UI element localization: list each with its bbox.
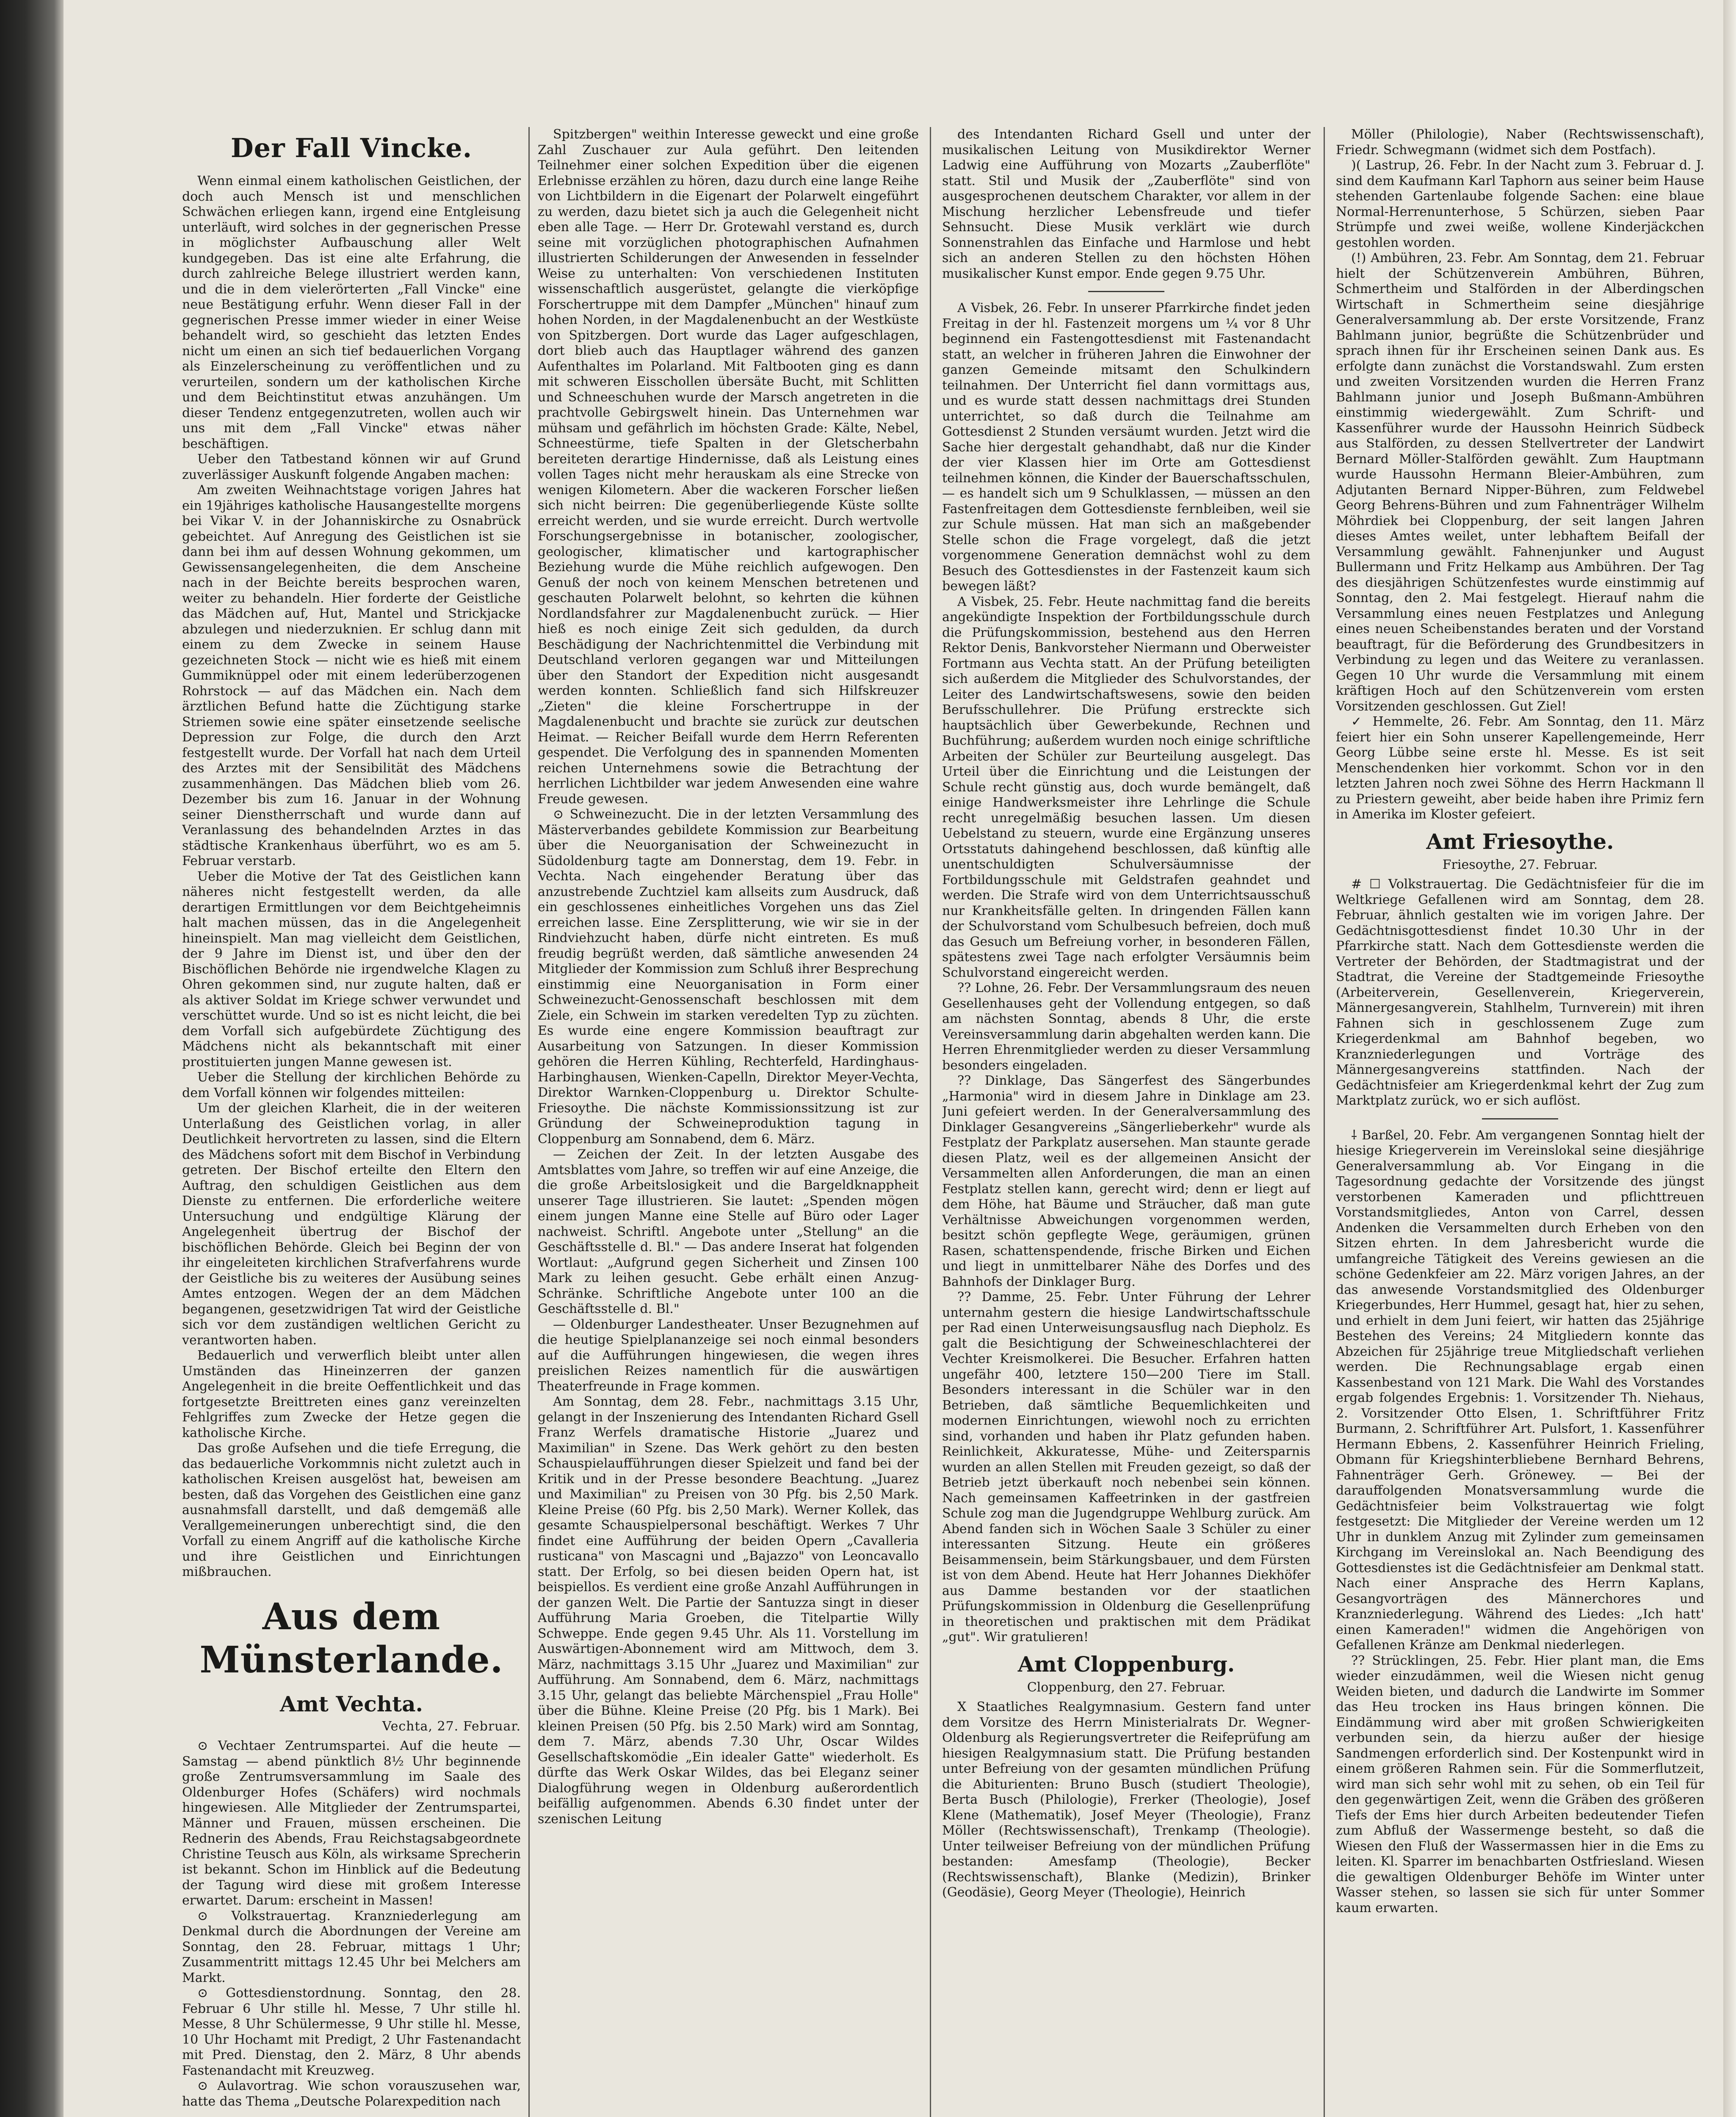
article-paragraph: Um der gleichen Klarheit, die in der weiteren Unterlaßung des Geistlichen vorlag, in aller Deutlichkeit hervortreten zu lassen, sind die Eltern des Mädchens sofort mit dem Bischof in Verbindung getreten. Der Bischof erteilte den Eltern den Auftrag, den schuldigen Geistlichen aus dem Dienste zu entfernen. Die erforderliche weitere Untersuchung und endgültige Klärung der Angelegenheit übertrug der Bischof der bischöflichen Behörde. Gleich bei Beginn der von ihr eingeleiteten kirchlichen Strafverfahrens wurde der Geistliche bis zu weiteres der Ausübung seines Amtes entzogen. Wegen der an dem Mädchen begangenen, gesetzwidrigen Tat wird der Geistliche sich vor dem zuständigen weltlichen Gericht zu verantworten haben. <box>182 1101 521 1348</box>
dateline: Cloppenburg, den 27. Februar. <box>1027 1680 1226 1695</box>
news-item: ?? Lohne, 26. Febr. Der Versammlungsraum des neuen Gesellenhauses geht der Vollendung entgegen, so daß am nächsten Sonntag, abends 8 Uhr, die erste Vereinsversammlung darin abgehalten werden kann. Die Herren Ehrenmitglieder werden zu dieser Versammlung besonders eingeladen. <box>942 981 1310 1073</box>
item-separator <box>1088 291 1164 292</box>
article-paragraph: Das große Aufsehen und die tiefe Erregung, die das bedauerliche Vorkommnis nicht zuletzt auch in katholischen Kreisen ausgelöst hat, beweisen am besten, daß das Vorgehen des Geistlichen eine ganz ausnahmsfall darstellt, und daß demgemäß alle Verallgemeinerungen unberechtigt sind, die den Vorfall zu einem Angriff auf die katholische Kirche und ihre Geistlichen und Einrichtungen mißbrauchen. <box>182 1441 521 1579</box>
news-item: ⊙ Schweinezucht. Die in der letzten Versammlung des Mästerverbandes gebildete Kommission zur Bearbeitung über die Neuorganisation der Schweinezucht in Südoldenburg tagte am Donnerstag, dem 19. Febr. in Vechta. Nach eingehender Beratung über das anzustrebende Zuchtziel kam allseits zum Ausdruck, daß ein geschlossenes einheitliches Vorgehen uns das Ziel erreichen lasse. Eine Zersplitterung, wie wir sie in der Rindviehzucht haben, dürfe nicht eintreten. Es muß freudig begrüßt werden, daß sämtliche anwesenden 24 Mitglieder der Kommission zum Schluß ihrer Besprechung einstimmig eine Neuorganisation in Form einer Schweinezucht-Genossenschaft beschlossen mit dem Ziele, ein Schwein im starken veredelten Typ zu züchten. Es wurde eine engere Kommission beauftragt zur Ausarbeitung von Satzungen. In dieser Kommission gehören die Herren Kühling, Rechterfeld, Hardinghaus-Harbinghausen, Wienken-Capelln, Direktor Meyer-Vechta, Direktor Warnken-Cloppenburg u. Direktor Schulte-Friesoythe. Die nächste Kommissionssitzung ist zur Gründung der Schweineproduktion tagung in Cloppenburg am Sonnabend, dem 6. März. <box>538 807 919 1147</box>
news-item: ⊙ Vechtaer Zentrumspartei. Auf die heute — Samstag — abend pünktlich 8½ Uhr beginnende große Zentrumsversammlung im Saale des Oldenburger Hofes (Schäfers) wird nochmals hingewiesen. Alle Mitglieder der Zentrumspartei, Männer und Frauen, müssen erscheinen. Die Rednerin des Abends, Frau Reichstagsabgeordnete Christine Teusch aus Köln, als wirksame Sprecherin ist bekannt. Schon im Hinblick auf die Bedeutung der Tagung wird diese mit großem Interesse erwartet. Darum: erscheint in Massen! <box>182 1738 521 1908</box>
column-rule <box>528 127 530 2117</box>
article-headline: Der Fall Vincke. <box>230 133 473 163</box>
news-item: ⊙ Volkstrauertag. Kranzniederlegung am Denkmal durch die Abordnungen der Vereine am Sonntag, den 28. Februar, mittags 1 Uhr; Zusammentritt mittags 12.45 Uhr bei Melchers am Markt. <box>182 1908 521 1985</box>
news-item: # ☐ Volkstrauertag. Die Gedächtnisfeier für die im Weltkriege Gefallenen wird am Sonntag, dem 28. Februar, ähnlich gestalten wie im vorigen Jahre. Der Gedächtnisgottesdienst findet 10.30 Uhr in der Pfarrkirche statt. Nach dem Gottesdienste werden die Vertreter der Behörden, der Stadtmagistrat und der Stadtrat, die Vereine der Stadtgemeinde Friesoythe (Arbeiterverein, Gesellenverein, Kriegerverein, Männergesangverein, Stahlhelm, Turnverein) mit ihren Fahnen sich in geschlossenem Zuge zum Kriegerdenkmal am Bahnhof begeben, wo Kranzniederlegungen und Vorträge des Männergesangvereins stattfinden. Nach der Gedächtnisfeier am Kriegerdenkmal kehrt der Zug zum Marktplatz zurück, wo er sich auflöst. <box>1336 877 1704 1108</box>
news-item: Spitzbergen" weithin Interesse geweckt und eine große Zahl Zuschauer zur Aula geführt. Den leitenden Teilnehmer einer solchen Expedition über die eigenen Erlebnisse erzählen zu hören, dazu durch eine lange Reihe von Lichtbildern in die Eigenart der Polarwelt eingeführt zu werden, dazu bietet sich ja auch die Gelegenheit nicht eben alle Tage. — Herr Dr. Grotewahl verstand es, durch seine mit vorzüglichen photographischen Aufnahmen illustrierten Schilderungen der Anwesenden in fesselnder Weise zu unterhalten: Von verschiedenen Instituten wissenschaftlich ausgerüstet, gelangte die vierköpfige Forschertruppe mit dem Dampfer „München" hinauf zum hohen Norden, in der Magdalenenbucht an der Westküste von Spitzbergen. Dort wurde das Lager aufgeschlagen, dort blieb auch das Hauptlager während des ganzen Aufenthaltes im Polarland. Mit Faltbooten ging es dann mit schweren Eisschollen übersäte Bucht, mit Schlitten und Schneeschuhen wurde der Marsch angetreten in die prachtvolle Gebirgswelt hinein. Das Unternehmen war mühsam und gefährlich im höchsten Grade: Kälte, Nebel, Schneestürme, tiefe Spalten in der Gletscherbahn bereiteten derartige Hindernisse, daß als Leistung eines vollen Tages nicht mehr herauskam als eine Strecke von wenigen Kilometern. Aber die wackeren Forscher ließen sich nicht beirren: Die gegenüberliegende Küste sollte erreicht werden, und sie wurde erreicht. Durch wertvolle Forschungsergebnisse in botanischer, zoologischer, geologischer, klimatischer und kartographischer Beziehung wurde die Mühe reichlich aufgewogen. Den Genuß der noch von keinem Menschen betretenen und geschauten Polarwelt belohnt, so kehrten die kühnen Nordlandsfahrer zur Magdalenenbucht zurück. — Hier hieß es noch einige Zeit sich gedulden, da durch Beschädigung der Nachrichtenmittel die Verbindung mit Deutschland verloren gegangen war und Mitteilungen über den Standort der Expedition nicht ausgesandt werden konnten. Schließlich fand sich Hilfskreuzer „Zieten" die kleine Forschertruppe in der Magdalenenbucht und brachte sie zurück zur deutschen Heimat. — Reicher Beifall wurde dem Herrn Referenten gespendet. Die Verfolgung des in spannenden Momenten reichen Unternehmens sowie die Betrachtung der herrlichen Lichtbilder war jedem Anwesenden eine wahre Freude gewesen. <box>538 127 919 807</box>
news-item: Am Sonntag, dem 28. Febr., nachmittags 3.15 Uhr, gelangt in der Inszenierung des Intendanten Richard Gsell Franz Werfels dramatische Historie „Juarez und Maximilian" in Szene. Das Werk gehört zu den besten Schauspielaufführungen dieser Spielzeit und fand bei der Kritik und in der Presse besondere Beachtung. „Juarez und Maximilian" zu Preisen von 30 Pfg. bis 2,50 Mark. Kleine Preise (60 Pfg. bis 2,50 Mark). Werner Kollek, das gesamte Schauspielpersonal beschäftigt. Werkes 7 Uhr findet eine Aufführung der beiden Opern „Cavalleria rusticana" von Mascagni und „Bajazzo" von Leoncavallo statt. Der Erfolg, so bei diesen beiden Opern hat, ist beispiellos. Es verdient eine große Anzahl Aufführungen in der ganzen Welt. Die Partie der Santuzza singt in dieser Aufführung Maria Groeben, die Titelpartie Willy Schweppe. Ende gegen 9.45 Uhr. Als 11. Vorstellung im Auswärtigen-Abonnement wird am Mittwoch, dem 3. März, nachmittags 3.15 Uhr „Juarez und Maximilian" zur Aufführung. Am Sonnabend, dem 6. März, nachmittags 3.15 Uhr, gelangt das beliebte Märchenspiel „Frau Holle" über die Bühne. Kleine Preise (20 Pfg. bis 1 Mark). Bei kleinen Preisen (50 Pfg. bis 2.50 Mark) wird am Sonntag, dem 7. März, abends 7.30 Uhr, Oscar Wildes Gesellschaftskomödie „Ein idealer Gatte" wiederholt. Es dürfte das Werk Oskar Wildes, das bei Eleganz seiner Dialogführung wegen in Oldenburg außerordentlich beifällig aufgenommen. Abends 6.30 findet unter der szenischen Leitung <box>538 1394 919 1827</box>
article-paragraph: Ueber den Tatbestand können wir auf Grund zuverlässiger Auskunft folgende Angaben machen: <box>182 452 521 482</box>
item-separator <box>1482 1118 1558 1119</box>
news-item: ⊙ Gottesdienstordnung. Sonntag, den 28. Februar 6 Uhr stille hl. Messe, 7 Uhr stille hl. Messe, 8 Uhr Schülermesse, 9 Uhr stille hl. Messe, 10 Uhr Hochamt mit Predigt, 2 Uhr Fastenandacht mit Pred. Dienstag, den 2. März, 8 Uhr abends Fastenandacht mit Kreuzweg. <box>182 1986 521 2078</box>
district-heading: Amt Friesoythe. <box>1426 829 1614 854</box>
news-item: ⸸ Barßel, 20. Febr. Am vergangenen Sonntag hielt der hiesige Kriegerverein im Vereinslokal seine diesjährige Generalversammlung ab. Vor Eingang in die Tagesordnung gedachte der Vorsitzende des jüngst verstorbenen Kameraden und pflichttreuen Vorstandsmitgliedes, Anton von Carrel, dessen Andenken die Versammelten durch Erheben von den Sitzen ehrten. In dem Jahresbericht wurde die umfangreiche Tätigkeit des Vereins gewiesen an die schöne Gedenkfeier am 22. März vorigen Jahres, an der das anwesende Vorstandsmitglied des Oldenburger Kriegerbundes, Herr Hummel, gesagt hat, hier zu sehen, und erhielt in dem Juni feiert, wir hatten das 25jährige Bestehen des Vereins; 24 Mitgliedern konnte das Abzeichen für 25jährige treue Mitgliedschaft verliehen werden. Die Rechnungsablage ergab einen Kassenbestand von 121 Mark. Die Wahl des Vorstandes ergab folgendes Ergebnis: 1. Vorsitzender Th. Niehaus, 2. Vorsitzender Otto Elsen, 1. Schriftführer Fritz Burmann, 2. Schriftführer Art. Pulsfort, 1. Kassenführer Hermann Ebbens, 2. Kassenführer Heinrich Frieling, Obmann für Kriegshinterbliebene Bernhard Behrens, Fahnenträger Gerh. Grönewey. — Bei der darauffolgenden Monatsversammlung wurde die Gedächtnisfeier beim Volkstrauertag wie folgt festgesetzt: Die Mitglieder der Vereine werden um 12 Uhr in dunklem Anzug mit Zylinder zum gemeinsamen Kirchgang im Vereinslokal an. Nach Beendigung des Gottesdienstes ist die Gedächtnisfeier am Denkmal statt. Nach einer Ansprache des Herrn Kaplans, Gesangvorträgen des Männerchores und Kranzniederlegung. Während des Liedes: „Ich hatt' einen Kameraden!" widmen die Angehörigen von Gefallenen Kränze am Denkmal niederlegen. <box>1336 1128 1704 1653</box>
article-paragraph: Bedauerlich und verwerflich bleibt unter allen Umständen das Hineinzerren der ganzen Angelegenheit in die breite Oeffentlichkeit und das fortgesetzte Breittreten eines ganz vereinzelten Fehlgriffes zum Zwecke der Hetze gegen die katholische Kirche. <box>182 1348 521 1440</box>
news-item: Möller (Philologie), Naber (Rechtswissenschaft), Friedr. Schwegmann (widmet sich dem Postfach). <box>1336 127 1704 158</box>
column-4 <box>1336 127 1704 2117</box>
scan-right-border <box>1723 0 1736 2117</box>
news-item: ⊙ Aulavortrag. Wie schon vorauszusehen war, hatte das Thema „Deutsche Polarexpedition nach <box>182 2078 521 2109</box>
news-item: )( Lastrup, 26. Febr. In der Nacht zum 3. Februar d. J. sind dem Kaufmann Karl Taphorn aus seiner beim Hause stehenden Gartenlaube folgende Sachen: eine blaue Normal-Herrenunterhose, 5 Schürzen, sieben Paar Strümpfe und zwei weiße, wollene Kinderjäckchen gestohlen worden. <box>1336 158 1704 250</box>
article-paragraph: Ueber die Stellung der kirchlichen Behörde zu dem Vorfall können wir folgendes mitteilen: <box>182 1070 521 1100</box>
news-item: (!) Ambühren, 23. Febr. Am Sonntag, dem 21. Februar hielt der Schützenverein Ambühren, Bühren, Schmertheim und Stalförden in der Alberdingschen Wirtschaft in Schmertheim seine diesjährige Generalversammlung ab. Der erste Vorsitzende, Franz Bahlmann junior, begrüßte die Schützenbrüder und sprach ihnen für ihr Erscheinen seinen Dank aus. Es erfolgte dann zunächst die Vorstandswahl. Zum ersten und zweiten Vorsitzenden wurden die Herren Franz Bahlmann junior und Joseph Bußmann-Ambühren einstimmig wiedergewählt. Zum Schrift- und Kassenführer wurde der Haussohn Heinrich Südbeck aus Stalförden, zu dessen Stellvertreter der Landwirt Bernard Möller-Stalförden gewählt. Zum Hauptmann wurde Haussohn Hermann Bleier-Ambühren, zum Adjutanten Bernard Nipper-Bühren, zum Feldwebel Georg Behrens-Bühren und zum Fahnenträger Wilhelm Möhrdiek bei Cloppenburg, der seit langen Jahren dieses Amtes weilet, unter lebhaftem Beifall der Versammlung gewählt. Fahnenjunker und August Bullermann und Fritz Helkamp aus Ambühren. Der Tag des diesjährigen Schützenfestes wurde einstimmig auf Sonntag, den 2. Mai festgelegt. Hierauf nahm die Versammlung eines neuen Festplatzes und Anlegung eines neuen Scheibenstandes beraten und der Vorstand beauftragt, für die Beförderung des Grundbesitzers in Verbindung zu legen und das Weitere zu veranlassen. Gegen 10 Uhr wurde die Versammlung mit einem kräftigen Hoch auf den Schützenverein vom ersten Vorsitzenden geschlossen. Gut Ziel! <box>1336 251 1704 714</box>
scan-left-border <box>0 0 64 2117</box>
column-rule <box>930 127 931 2117</box>
news-item: — Oldenburger Landestheater. Unser Bezugnehmen auf die heutige Spielplananzeige sei noch einmal besonders auf die Aufführungen hingewiesen, die wegen ihres preislichen Reizes namentlich für die auswärtigen Theaterfreunde in Frage kommen. <box>538 1317 919 1394</box>
news-item: ?? Strücklingen, 25. Febr. Hier plant man, die Ems wieder einzudämmen, weil die Wiesen nicht genug Weiden bieten, und dadurch die Landwirte im Sommer das Heu trocken ins Haus bringen können. Die Eindämmung wird aber mit großen Schwierigkeiten verbunden sein, da hierzu außer der hiesige Sandmengen erforderlich sind. Der Kostenpunkt wird in einem größeren Rahmen sein. Für die Sommerflutzeit, wird man sich sehr wohl mit zu sehen, ob ein Teil für den gegenwärtigen Zeit, wenn die Gräben des größeren Tiefs der Ems hier durch Arbeiten bedeutender Tiefen zum Abfluß der Wassermenge besteht, so daß die Wiesen den Fluß der Wassermassen hier in die Ems zu leiten. Kl. Sparrer im benachbarten Ostfriesland. Wiesen die gewaltigen Oldenburger Behöfe im Winter unter Wasser stehen, so lassen sie sich für unter Sommer kaum erwarten. <box>1336 1653 1704 1915</box>
news-item: A Visbek, 25. Febr. Heute nachmittag fand die bereits angekündigte Inspektion der Fortbildungsschule durch die Prüfungskommission, bestehend aus den Herren Rektor Denis, Bankvorsteher Niermann und Oberweister Fortmann aus Vechta statt. An der Prüfung beteiligten sich außerdem die Mitglieder des Schulvorstandes, der Leiter des Landwirtschaftswesens, sowie den beiden Berufsschullehrer. Die Prüfung erstreckte sich hauptsächlich über Gewerbekunde, Rechnen und Buchführung; außerdem wurden noch einige schriftliche Arbeiten der Schüler zur Beurteilung ausgelegt. Das Urteil über die Einrichtung und die Leistungen der Schule recht günstig aus, doch wurde bemängelt, daß einige Handwerksmeister ihre Lehrlinge die Schule recht unregelmäßig besuchen lassen. Um diesen Uebelstand zu steuern, wurde eine Ergänzung unseres Ortsstatuts dahingehend beschlossen, daß künftig alle unentschuldigten Schulversäumnisse der Fortbildungsschule mit Geldstrafen geahndet und werden. Die Strafe wird von dem Unterrichtsausschuß nur Krankheitsfälle gelten. In dringenden Fällen kann der Schulvorstand vom Schulbesuch befreien, doch muß das Gesuch um Befreiung vorher, in besonderen Fällen, spätestens zwei Tage nach erfolgter Versäumnis beim Schulvorstand eingereicht werden. <box>942 594 1310 980</box>
column-2 <box>538 127 919 2117</box>
news-item: X Staatliches Realgymnasium. Gestern fand unter dem Vorsitze des Herrn Ministerialrats Dr. Wegner-Oldenburg als Regierungsvertreter die Reifeprüfung am hiesigen Realgymnasium statt. Die Prüfung bestanden unter Befreiung von der gesamten mündlichen Prüfung die Abiturienten: Bruno Busch (studiert Theologie), Berta Busch (Philologie), Frerker (Theologie), Josef Klene (Mathematik), Josef Meyer (Theologie), Franz Möller (Rechtswissenschaft), Trenkamp (Theologie). Unter teilweiser Befreiung von der mündlichen Prüfung bestanden: Amesfamp (Theologie), Becker (Rechtswissenschaft), Blanke (Medizin), Brinker (Geodäsie), Georg Meyer (Theologie), Heinrich <box>942 1700 1310 1900</box>
article-paragraph: Wenn einmal einem katholischen Geistlichen, der doch auch Mensch ist und menschlichen Schwächen erliegen kann, irgend eine Entgleisung unterläuft, wird solches in der gegnerischen Presse in möglichster Aufbauschung aller Welt kundgegeben. Das ist eine alte Erfahrung, die durch zahlreiche Belege illustriert werden kann, und die in dem vielerörterten „Fall Vincke" eine neue Bestätigung erfuhr. Wenn dieser Fall in der gegnerischen Presse immer wieder in einer Weise behandelt wird, so geschieht das letzten Endes nicht um einen an sich tief bedauerlichen Vorgang als Einzelerscheinung zu veröffentlichen und zu verurteilen, sondern um der katholischen Kirche und dem Beichtinstitut etwas anzuhängen. Um dieser Tendenz entgegenzutreten, wollen auch wir uns mit dem „Fall Vincke" etwas näher beschäftigen. <box>182 174 521 451</box>
column-rule <box>1324 127 1325 2117</box>
news-item: ?? Damme, 25. Febr. Unter Führung der Lehrer unternahm gestern die hiesige Landwirtschaftsschule per Rad einen Unterweisungsausflug nach Diepholz. Es galt die Besichtigung der Schweineschlachterei der Vechter Kreismolkerei. Die Besucher. Erfahren hatten ungefähr 400, letztere 150—200 Tiere im Stall. Besonders interessant in die Schüler war in den Betrieben, daß sämtliche Bequemlichkeiten und modernen Einrichtungen, wiewohl noch zu errichten sind, vorhanden und haben ihr Platz gefunden haben. Reinlichkeit, Akkuratesse, Mühe- und Zeitersparnis wurden an allen Stellen mit Freuden gezeigt, so daß der Betrieb jetzt überkauft noch nebenbei sein können. Nach gemeinsamen Kaffeetrinken in der gastfreien Schule zog man die Jugendgruppe Wehlburg zurück. Am Abend fanden sich in Wöchen Saale 3 Schüler zu einer interessanten Sitzung. Heute ein größeres Beisammensein, beim Stärkungsbauer, und dem Fürsten ist von dem Abend. Heute hat Herr Johannes Diekhöfer aus Damme bestanden vor der staatlichen Prüfungskommission in Oldenburg die Gesellenprüfung in theoretischen und praktischen mit dem Prädikat „gut". Wir gratulieren! <box>942 1290 1310 1644</box>
dateline: Friesoythe, 27. Februar. <box>1442 857 1598 872</box>
column-1 <box>182 127 521 2117</box>
article-paragraph: Am zweiten Weihnachtstage vorigen Jahres hat ein 19jähriges katholische Hausangestellte morgens bei Vikar V. in der Johanniskirche zu Osnabrück gebeichtet. Auf Anregung des Geistlichen ist sie dann bei ihm auf dessen Wohnung gekommen, um Gewissensangelegenheiten, die dem Anscheine nach in der Beichte bereits besprochen waren, weiter zu behandeln. Hier forderte der Geistliche das Mädchen auf, Hut, Mantel und Strickjacke abzulegen und niederzuknien. Er schlug dann mit einem zu dem Zwecke in seinem Hause gezeichneten Stock — nicht wie es hieß mit einem Gummiknüppel oder mit einem lederüberzogenen Rohrstock — auf das Mädchen ein. Nach dem ärztlichen Befund hatte die Züchtigung starke Striemen sowie eine später einsetzende seelische Depression zur Folge, die durch den Arzt festgestellt wurde. Der Vorfall hat nach dem Urteil des Arztes mit der Sensibilität des Mädchens zusammenhängen. Das Mädchen blieb vom 26. Dezember bis zum 16. Januar in der Wohnung seiner Dienstherrschaft und wurde dann auf Veranlassung des behandelnden Arztes in das städtische Krankenhaus überführt, wo es am 5. Februar verstarb. <box>182 483 521 868</box>
news-item: ✓ Hemmelte, 26. Febr. Am Sonntag, den 11. März feiert hier ein Sohn unserer Kapellengemeinde, Herr Georg Lübbe seine erste hl. Messe. Es ist seit Menschendenken hier vorkommt. Schon vor in den letzten Jahren noch zwei Söhne des Herrn Hackmann ll zu Priestern geweiht, aber beide haben ihre Primiz fern in Amerika im Kloster gefeiert. <box>1336 714 1704 822</box>
district-heading: Amt Cloppenburg. <box>1017 1651 1235 1677</box>
article-paragraph: Ueber die Motive der Tat des Geistlichen kann näheres nicht festgestellt werden, da alle derartigen Ermittlungen vor dem Beichtgeheimnis halt machen müssen, das in die Angelegenheit hineinspielt. Man mag vielleicht dem Geistlichen, der 9 Jahre im Dienst ist, und über den der Bischöflichen Behörde nie irgendwelche Klagen zu Ohren gekommen sind, nur zugute halten, daß er als aktiver Soldat im Kriege schwer verwundet und verschüttet wurde. Und so ist es nicht leicht, die bei dem Vorfall sich aufgebürdete Züchtigung des Mädchens nicht als bekanntschaft mit einer prostituierten jungen Manne gewesen ist. <box>182 869 521 1070</box>
news-item: A Visbek, 26. Febr. In unserer Pfarrkirche findet jeden Freitag in der hl. Fastenzeit morgens um ¼ vor 8 Uhr beginnend ein Fastengottesdienst mit Fastenandacht statt, an welcher in früheren Jahren die Einwohner der ganzen Gemeinde mitsamt den Schulkindern teilnahmen. Der Unterricht fiel dann vormittags aus, und es wurde statt dessen nachmittags drei Stunden unterrichtet, so daß durch die Teilnahme am Gottesdienst 2 Stunden versäumt wurden. Jetzt wird die Sache hier dergestalt gehandhabt, daß nur die Kinder der vier Klassen hier im Orte am Gottesdienst teilnehmen können, die Kinder der Bauerschaftsschulen, — es handelt sich um 9 Schulklassen, — müssen an den Fastenfreitagen dem Gottesdienste fernbleiben, weil sie zur Schule müssen. Hat man sich an maßgebender Stelle schon die Frage vorgelegt, daß die jetzt vorgenommene Generation demnächst wohl zu dem Besuch des Gottesdienstes in der Fastenzeit kaum sich bewegen läßt? <box>942 301 1310 594</box>
district-heading: Amt Vechta. <box>280 1691 423 1716</box>
news-item: des Intendanten Richard Gsell und unter der musikalischen Leitung von Musikdirektor Werner Ladwig eine Aufführung von Mozarts „Zauberflöte" statt. Stil und Musik der „Zauberflöte" sind von ausgesprochenen deutschem Charakter, vor allem in der Mischung herzlicher Lebensfreude und tiefer Sehnsucht. Diese Musik verklärt wie durch Sonnenstrahlen das Einfache und Harmlose und hebt sich an anderen Stellen zu den höchsten Höhen musikalischer Kunst empor. Ende gegen 9.75 Uhr. <box>942 127 1310 281</box>
news-item: — Zeichen der Zeit. In der letzten Ausgabe des Amtsblattes vom Jahre, so treffen wir auf eine Anzeige, die die große Arbeitslosigkeit und die Bargeldknappheit unserer Tage illustrieren. Sie lautet: „Spenden mögen einem jungen Manne eine Stelle auf Büro oder Lager nachweist. Schriftl. Angebote unter „Stellung" an die Geschäftsstelle d. Bl." — Das andere Inserat hat folgenden Wortlaut: „Aufgrund gegen Sicherheit und Zinsen 100 Mark zu leihen gesucht. Gebe erhält einen Anzug-Schränke. Schriftliche Angebote unter 100 an die Geschäftsstelle d. Bl." <box>538 1147 919 1316</box>
column-3 <box>942 127 1310 2117</box>
section-headline: Aus dem Münsterlande. <box>199 1595 503 1681</box>
news-item: ?? Dinklage, Das Sängerfest des Sängerbundes „Harmonia" wird in diesem Jahre in Dinklage am 23. Juni gefeiert werden. In der Generalversammlung des Dinklager Gesangvereins „Sängerlieberkehr" wurde als Festplatz der Parkplatz ausersehen. Man staunte gerade diesen Platz, weil es der allgemeinen Ansicht der Versammelten allen Anforderungen, die man an einen Festplatz stellen kann, gerecht wird; denn er liegt auf dem Höhe, hat Bäume und Sträucher, daß man gute Verhältnisse Abweichungen vorgenommen werden, besitzt schön gepflegte Wege, geräumigen, grünen Rasen, schattenspendende, frische Birken und Eichen und liegt in unmittelbarer Nähe des Dorfes und des Bahnhofs der Dinklager Burg. <box>942 1073 1310 1289</box>
dateline: Vechta, 27. Februar. <box>382 1719 521 1734</box>
newspaper-page <box>64 0 1723 2117</box>
